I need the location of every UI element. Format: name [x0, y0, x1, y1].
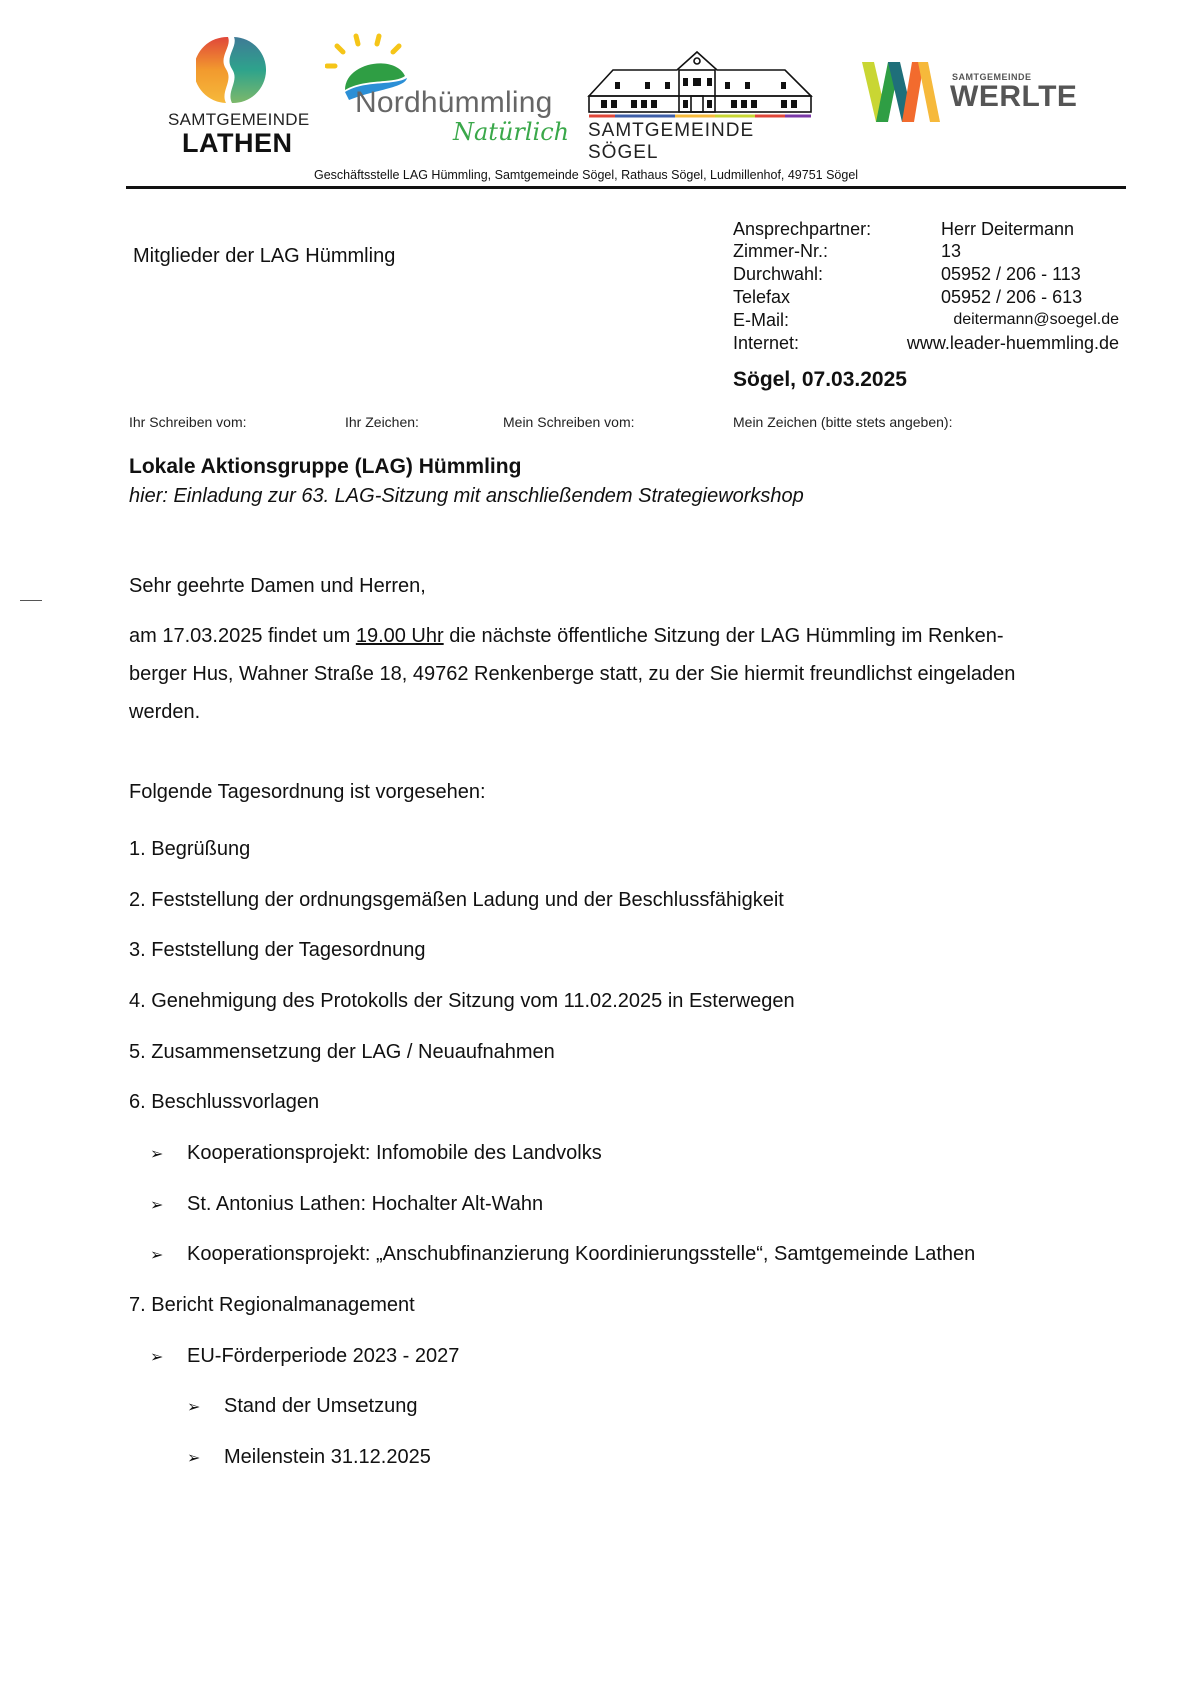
contact-row — [733, 218, 1123, 240]
contact-label: Ansprechpartner: — [733, 219, 872, 239]
contact-value: 05952 / 206 - 613 — [941, 287, 1083, 307]
paragraph-text: am 17.03.2025 findet um — [129, 625, 356, 647]
agenda-item: 4. Genehmigung des Protokolls der Sitzung vom 11.02.2025 in Esterwegen — [129, 990, 795, 1012]
contact-row — [733, 332, 1123, 355]
ref-my-ref: Mein Zeichen (bitte stets angeben): — [733, 414, 953, 430]
contact-label: Durchwahl: — [733, 264, 824, 284]
lathen-logo-bottom: LATHEN — [182, 128, 293, 158]
werlte-w-icon — [860, 60, 942, 124]
ref-your-letter: Ihr Schreiben vom: — [129, 414, 247, 430]
agenda-subsubitem-text: Meilenstein 31.12.2025 — [224, 1446, 431, 1468]
logo-samtgemeinde-werlte — [860, 60, 1090, 130]
invitation-paragraph — [129, 617, 1129, 731]
logo-samtgemeinde-lathen — [160, 30, 310, 158]
lathen-logo-top: SAMTGEMEINDE — [168, 110, 310, 129]
agenda-item: 7. Bericht Regionalmanagement — [129, 1294, 415, 1316]
arrow-bullet-icon: ➢ — [150, 1349, 164, 1366]
agenda-subsubitem — [187, 1445, 431, 1471]
contact-value: 05952 / 206 - 113 — [941, 264, 1081, 284]
contact-row — [733, 240, 1123, 263]
agenda-subsubitem — [187, 1394, 418, 1420]
subject-subtitle: hier: Einladung zur 63. LAG-Sitzung mit anschließendem Strategieworkshop — [129, 485, 804, 507]
agenda-intro: Folgende Tagesordnung ist vorgesehen: — [129, 781, 486, 803]
contact-value: 13 — [941, 241, 962, 261]
agenda-item: 3. Feststellung der Tagesordnung — [129, 939, 426, 961]
werlte-logo-big: WERLTE — [950, 80, 1078, 113]
recipient: Mitglieder der LAG Hümmling — [133, 245, 396, 267]
agenda-subitem — [150, 1344, 460, 1370]
agenda-subitem — [150, 1242, 976, 1268]
town-hall-icon — [585, 48, 815, 118]
contact-label: E-Mail: — [733, 310, 790, 330]
arrow-bullet-icon: ➢ — [187, 1399, 201, 1416]
contact-label: Zimmer-Nr.: — [733, 241, 828, 261]
contact-website[interactable]: www.leader-huemmling.de — [906, 333, 1119, 353]
paragraph-line-2: berger Hus, Wahner Straße 18, 49762 Renkenberge statt, zu der Sie hiermit freundlichst eingeladen — [129, 663, 1016, 685]
header-rule — [126, 186, 1126, 189]
return-address: Geschäftsstelle LAG Hümmling, Samtgemeinde Sögel, Rathaus Sögel, Ludmillenhof, 49751 Sögel — [314, 168, 859, 182]
paragraph-line-3: werden. — [129, 701, 201, 723]
agenda-subitem-text: St. Antonius Lathen: Hochalter Alt-Wahn — [187, 1193, 544, 1215]
agenda-item: 2. Feststellung der ordnungsgemäßen Ladung und der Beschlussfähigkeit — [129, 889, 784, 911]
meeting-time: 19.00 Uhr — [355, 625, 444, 647]
arrow-bullet-icon: ➢ — [150, 1146, 164, 1163]
fold-mark — [20, 600, 42, 601]
contact-row — [733, 286, 1123, 309]
place-date: Sögel, 07.03.2025 — [733, 368, 907, 391]
paragraph-text: die nächste öffentliche Sitzung der LAG Hümmling im Renken- — [443, 625, 1004, 647]
arrow-bullet-icon: ➢ — [150, 1197, 164, 1214]
contact-value: Herr Deitermann — [941, 219, 1075, 239]
nordhuemmling-wordmark: Nordhümmling — [355, 86, 553, 119]
contact-label: Telefax — [733, 287, 791, 307]
paragraph-line-1 — [129, 617, 1129, 655]
salutation: Sehr geehrte Damen und Herren, — [129, 575, 426, 597]
agenda-subsubitem-text: Stand der Umsetzung — [224, 1395, 418, 1417]
agenda-subitem-text: Kooperationsprojekt: „Anschubfinanzierung Koordinierungsstelle“, Samtgemeinde Lathen — [187, 1243, 976, 1265]
lathen-emblem-icon — [196, 35, 266, 105]
agenda-subitem-text: Kooperationsprojekt: Infomobile des Landvolks — [187, 1142, 602, 1164]
agenda-subitem — [150, 1192, 544, 1218]
logo-nordhuemmling — [325, 32, 570, 157]
contact-label: Internet: — [733, 333, 800, 353]
arrow-bullet-icon: ➢ — [150, 1247, 164, 1264]
agenda-item: 1. Begrüßung — [129, 838, 251, 860]
contact-row — [733, 263, 1123, 286]
logo-samtgemeinde-soegel — [585, 48, 815, 163]
soegel-logo-name: SAMTGEMEINDE SÖGEL — [588, 120, 755, 163]
nordhuemmling-tagline: Natürlich — [453, 118, 570, 146]
werlte-logo-small: SAMTGEMEINDE — [952, 72, 1032, 82]
ref-your-ref: Ihr Zeichen: — [345, 414, 419, 430]
agenda-subitem — [150, 1141, 602, 1167]
contact-row — [733, 309, 1123, 332]
arrow-bullet-icon: ➢ — [187, 1450, 201, 1467]
agenda-subitem-text: EU-Förderperiode 2023 - 2027 — [187, 1345, 460, 1367]
agenda-item: 6. Beschlussvorlagen — [129, 1091, 320, 1113]
ref-my-letter: Mein Schreiben vom: — [503, 414, 635, 430]
agenda-item: 5. Zusammensetzung der LAG / Neuaufnahmen — [129, 1041, 555, 1063]
contact-block — [733, 218, 1123, 355]
subject-title: Lokale Aktionsgruppe (LAG) Hümmling — [129, 455, 522, 478]
contact-email[interactable]: deitermann@soegel.de — [953, 311, 1119, 328]
